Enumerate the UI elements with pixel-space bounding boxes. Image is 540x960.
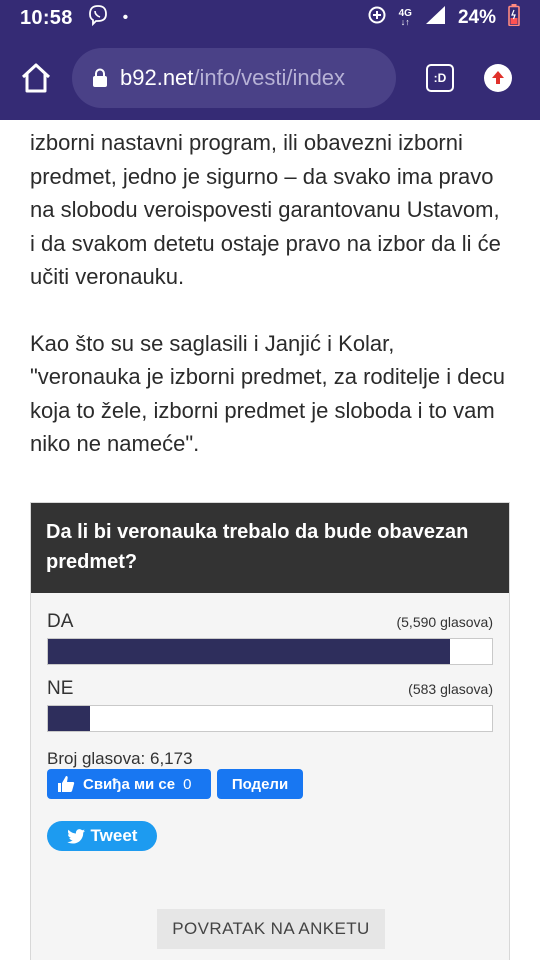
- like-count: 0: [183, 775, 192, 793]
- article-body: [30, 126, 510, 461]
- facebook-share-button[interactable]: [217, 769, 303, 799]
- viber-icon: [87, 4, 109, 32]
- network-type: 4G: [398, 8, 412, 19]
- signal-icon: [424, 5, 446, 31]
- lock-icon: [92, 68, 108, 88]
- url-host: b92.net: [120, 65, 194, 90]
- tab-switcher-button[interactable]: [426, 64, 454, 92]
- home-button[interactable]: [14, 56, 58, 100]
- url-path: /info/vesti/index: [193, 65, 346, 90]
- option-votes: (583 glasova): [408, 681, 493, 697]
- upload-icon: [489, 69, 507, 87]
- notification-dot: •: [122, 9, 129, 26]
- browser-toolbar: [0, 36, 540, 120]
- back-to-poll-button[interactable]: [157, 909, 385, 949]
- article-paragraph: Kao što su se saglasili i Janjić i Kolar, "veronauka je izborni predmet, za roditelje i decu koja to žele, izborni predmet je sloboda i to vam niko ne nameće".: [30, 330, 505, 456]
- result-bar-fill: [48, 706, 90, 731]
- like-label: Свиђа ми се: [83, 775, 176, 793]
- battery-icon: [508, 4, 520, 32]
- tab-switcher-label: :D: [433, 71, 447, 85]
- poll-option-da: [47, 593, 493, 661]
- result-bar: [47, 705, 493, 732]
- article-paragraph: izborni nastavni program, ili obavezni izborni predmet, jedno je sigurno – da svako ima pravo na slobodu veroispovesti garantovanu Ustavom, i da svakom detetu ostaje pravo na izbor da li će učiti veronauku.: [30, 130, 501, 289]
- poll-widget: [30, 502, 510, 960]
- poll-question: Da li bi veronauka trebalo da bude obavezan predmet?: [31, 503, 509, 593]
- network-indicator: 4G ↓↑: [398, 8, 412, 27]
- home-icon: [20, 63, 52, 93]
- upload-button[interactable]: [484, 64, 512, 92]
- poll-results: [31, 593, 509, 729]
- battery-percent: 24%: [457, 7, 496, 28]
- url-bar[interactable]: [72, 48, 396, 108]
- thumbs-up-icon: [57, 775, 75, 793]
- tweet-button[interactable]: [47, 821, 157, 851]
- twitter-bird-icon: [67, 829, 85, 844]
- poll-option-ne: [47, 661, 493, 729]
- back-to-poll-label: POVRATAK NA ANKETU: [172, 919, 370, 938]
- option-label: DA: [47, 611, 74, 632]
- status-bar: [0, 0, 540, 36]
- facebook-like-button[interactable]: [47, 769, 211, 799]
- tweet-label: Tweet: [90, 826, 138, 845]
- share-label: Подели: [231, 775, 289, 793]
- status-time: 10:58: [20, 6, 73, 29]
- option-label: NE: [47, 678, 74, 699]
- data-saver-icon: [367, 5, 387, 31]
- total-votes: Broj glasova: 6,173: [47, 749, 193, 768]
- option-votes: (5,590 glasova): [396, 614, 493, 630]
